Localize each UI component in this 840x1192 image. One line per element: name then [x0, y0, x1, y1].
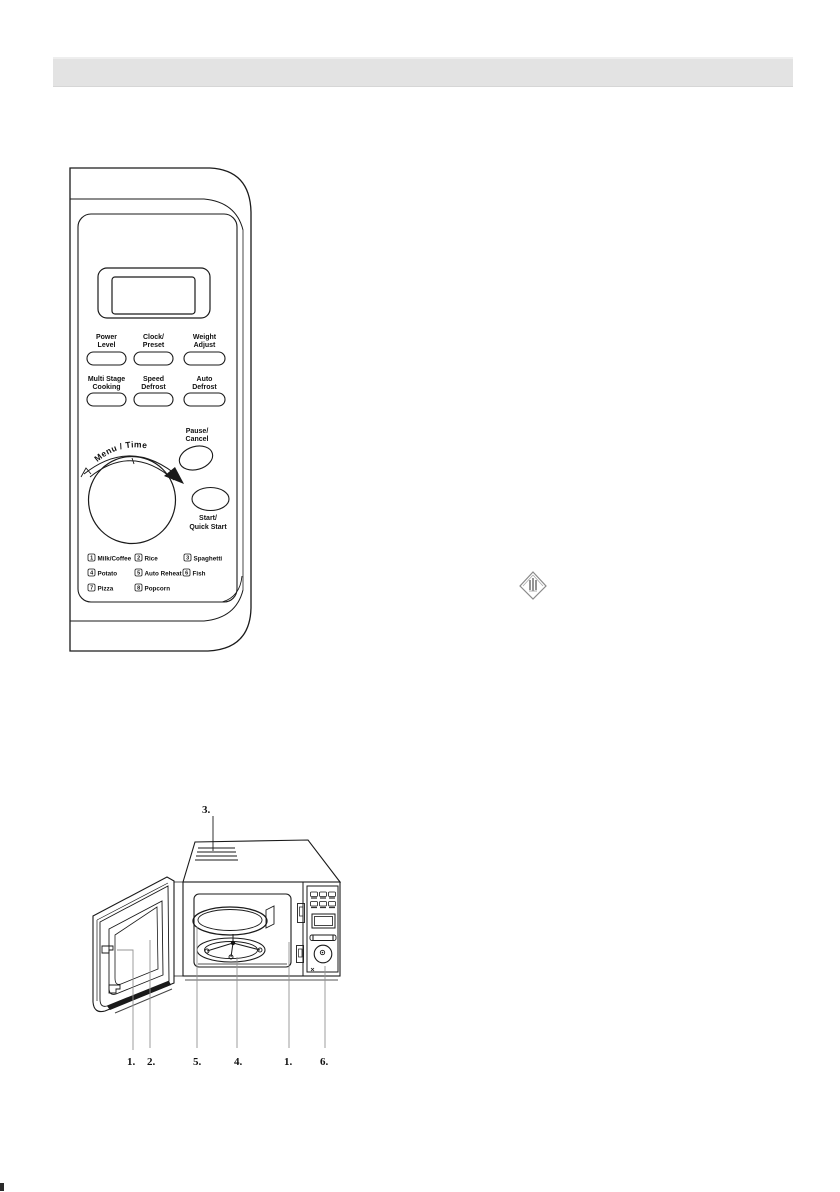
oven-cavity [193, 894, 291, 967]
weight-adjust-label-1: Weight [192, 334, 217, 341]
legend-item-popcorn [135, 584, 170, 593]
power-level-button [87, 334, 126, 365]
clock-preset-label-1: Clock/ [142, 334, 165, 341]
legend-label: Rice [144, 555, 158, 563]
door-latch-hooks [102, 946, 120, 993]
panel-outline [70, 168, 251, 651]
weight-adjust-label-2: Adjust [193, 342, 216, 349]
legend-num: 5 [137, 570, 141, 577]
menu-time-dial [81, 439, 184, 543]
callout-leader-lines [117, 927, 325, 1050]
callout-6: 6. [320, 1056, 329, 1068]
legend-item-rice [135, 554, 158, 563]
legend-num: 4 [90, 570, 94, 577]
legend-label: Popcorn [144, 585, 171, 593]
bottom-callouts [127, 1056, 329, 1068]
legend-num: 3 [186, 555, 190, 562]
callout-1a: 1. [127, 1056, 136, 1068]
legend-label: Milk/Coffee [97, 555, 132, 563]
oven-diagram-figure [85, 780, 365, 1080]
door-window [115, 907, 158, 984]
legend-item-auto-reheat [135, 569, 182, 578]
turntable-shaft [231, 941, 235, 945]
multi-stage-label-2: Cooking [92, 384, 121, 391]
diamond-watermark-icon [517, 569, 549, 601]
pause-cancel-label-2: Cancel [185, 436, 209, 443]
panel-display [312, 914, 335, 928]
display-window [98, 268, 210, 318]
control-panel-figure [60, 160, 260, 660]
legend-item-milk-coffee [88, 554, 132, 563]
legend-label: Auto Reheat [144, 570, 182, 578]
oven-door [93, 877, 183, 1013]
callout-5: 5. [193, 1056, 202, 1068]
svg-text:Menu / Time [92, 439, 148, 463]
speed-defrost-label-2: Defrost [141, 384, 166, 391]
clock-preset-button [134, 334, 173, 365]
auto-defrost-button [184, 376, 225, 406]
legend-label: Pizza [97, 585, 114, 593]
start-label-2: Quick Start [189, 524, 227, 531]
pause-cancel-button [176, 428, 215, 474]
legend-num: 7 [90, 585, 94, 592]
legend-num: 2 [137, 555, 141, 562]
menu-legend [88, 554, 222, 593]
multi-stage-cooking-button [87, 376, 126, 406]
panel-bar-button [310, 935, 336, 941]
legend-num: 6 [185, 570, 189, 577]
dial-arrowhead [164, 467, 184, 484]
vent-grille [195, 848, 238, 860]
speed-defrost-label-1: Speed [142, 376, 165, 383]
waveguide-cover [266, 906, 274, 928]
dial-label: Menu / Time [92, 439, 149, 464]
section-header-bar [53, 57, 793, 87]
roller-ring [197, 934, 265, 962]
oven-control-panel [307, 886, 338, 972]
callout-1b: 1. [284, 1056, 293, 1068]
clock-preset-label-2: Preset [142, 342, 165, 349]
legend-item-spaghetti [184, 554, 222, 563]
start-label-1: Start/ [199, 515, 217, 522]
power-level-label-1: Power [95, 334, 118, 341]
legend-num: 1 [90, 555, 94, 562]
door-hinge-lines [174, 882, 183, 976]
start-quick-start-button [189, 488, 229, 532]
legend-label: Fish [192, 570, 206, 578]
callout-4: 4. [234, 1056, 243, 1068]
multi-stage-label-1: Multi Stage [87, 376, 126, 383]
pause-cancel-label-1: Pause/ [185, 428, 209, 435]
weight-adjust-button [184, 334, 225, 365]
panel-screw [311, 968, 314, 971]
auto-defrost-label-1: Auto [196, 376, 213, 383]
panel-buttons [311, 892, 336, 908]
legend-label: Potato [97, 570, 118, 578]
legend-label: Spaghetti [193, 555, 223, 563]
legend-item-fish [183, 569, 206, 578]
speed-defrost-button [134, 376, 173, 406]
callout-2: 2. [147, 1056, 156, 1068]
door-window-frame [109, 901, 163, 994]
callout-3: 3. [202, 804, 211, 816]
glass-tray [193, 907, 267, 935]
legend-item-potato [88, 569, 117, 578]
legend-item-pizza [88, 584, 114, 593]
legend-num: 8 [137, 585, 141, 592]
page-edge-mark [0, 1183, 4, 1191]
power-level-label-2: Level [97, 342, 116, 349]
panel-dial-knob [314, 945, 332, 963]
auto-defrost-label-2: Defrost [192, 384, 217, 391]
